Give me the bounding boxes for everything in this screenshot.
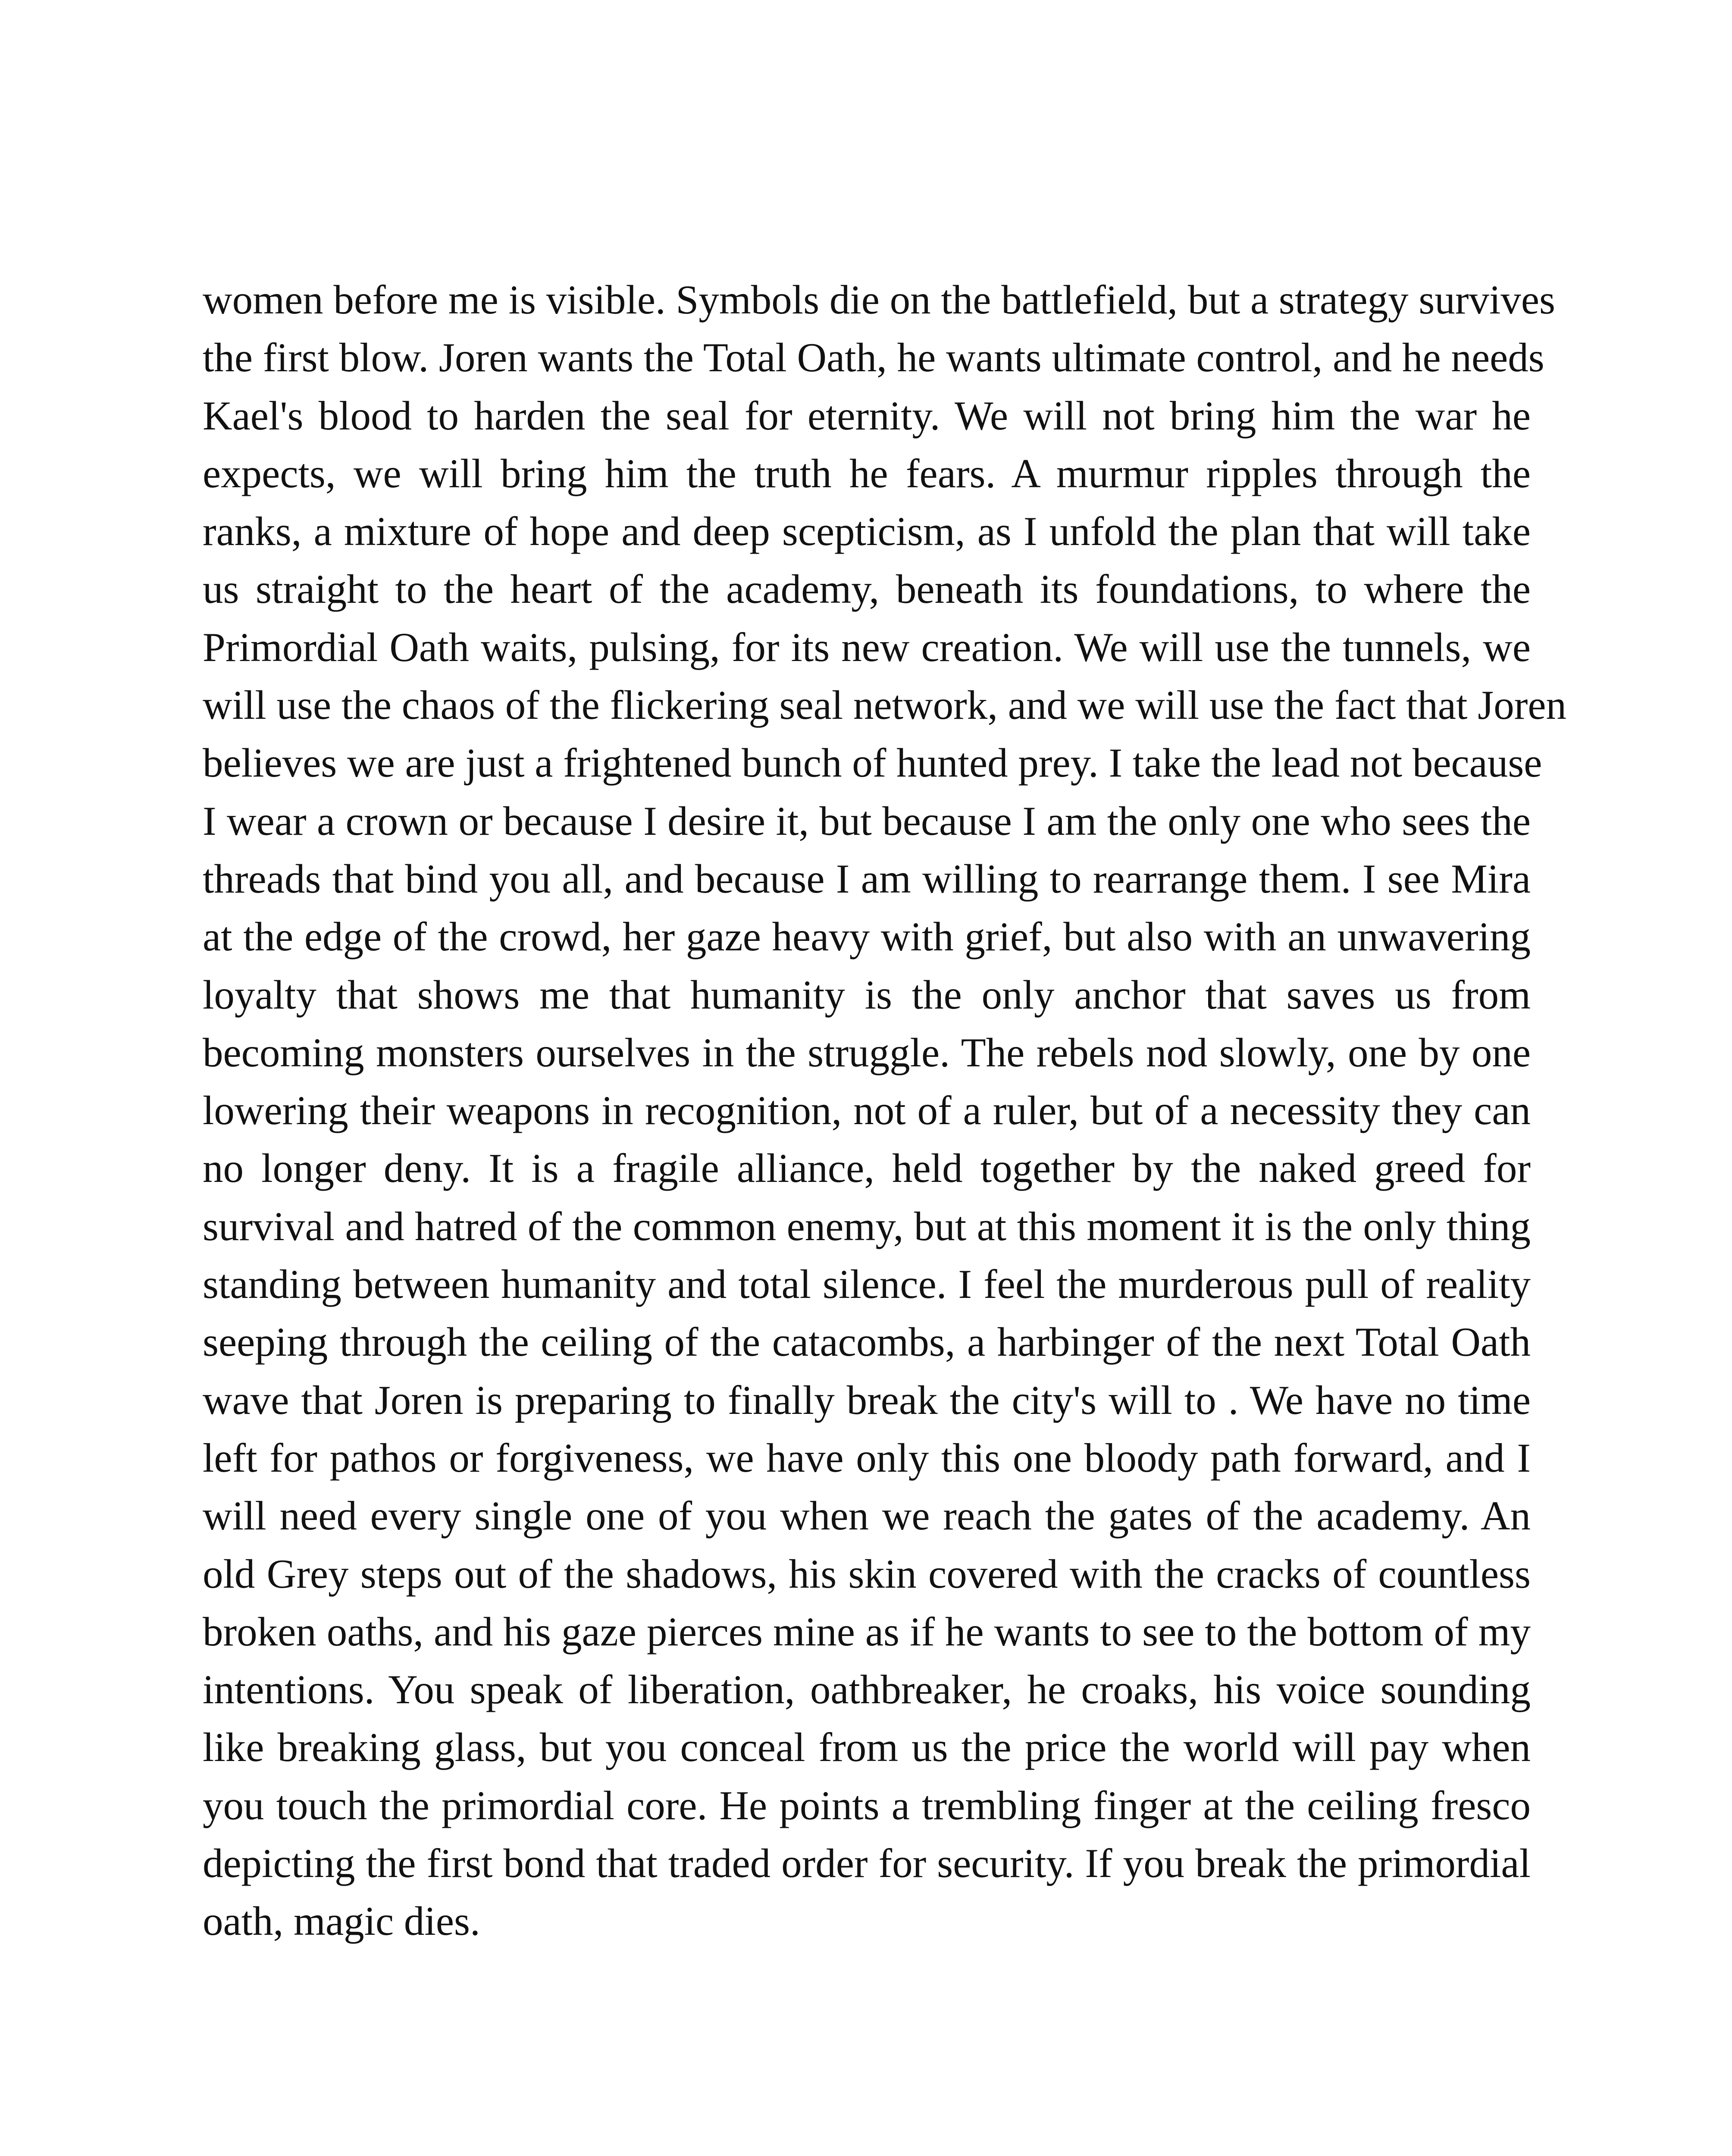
text-line: the first blow. Joren wants the Total Oath, he wants ultimate control, and he needs: [203, 335, 1544, 381]
text-line: becoming monsters ourselves in the struggle. The rebels nod slowly, one by one: [203, 1029, 1531, 1075]
text-line: survival and hatred of the common enemy, but at this moment it is the only thing: [203, 1203, 1531, 1249]
text-line: old Grey steps out of the shadows, his skin covered with the cracks of countless: [203, 1551, 1531, 1597]
text-line: broken oaths, and his gaze pierces mine as if he wants to see to the bottom of my: [203, 1608, 1531, 1655]
text-line: standing between humanity and total silence. I feel the murderous pull of reality: [203, 1261, 1531, 1307]
text-line: us straight to the heart of the academy, beneath its foundations, to where the: [203, 566, 1531, 612]
text-line: Primordial Oath waits, pulsing, for its new creation. We will use the tunnels, we: [203, 624, 1531, 670]
text-line: Kael's blood to harden the seal for eternity. We will not bring him the war he: [203, 392, 1531, 439]
text-line: depicting the first bond that traded order for security. If you break the primordial: [203, 1840, 1531, 1887]
text-line: no longer deny. It is a fragile alliance, held together by the naked greed for: [203, 1145, 1531, 1191]
text-line: wave that Joren is preparing to finally break the city's will to . We have no time: [203, 1377, 1531, 1423]
text-line: believes we are just a frightened bunch of hunted prey. I take the lead not because: [203, 740, 1542, 786]
text-line: at the edge of the crowd, her gaze heavy with grief, but also with an unwavering: [203, 914, 1531, 960]
text-line: I wear a crown or because I desire it, but because I am the only one who sees the: [203, 798, 1531, 844]
text-line: expects, we will bring him the truth he fears. A murmur ripples through the: [203, 450, 1531, 496]
text-line: seeping through the ceiling of the catacombs, a harbinger of the next Total Oath: [203, 1319, 1531, 1365]
body-paragraph: [203, 271, 1567, 1950]
text-line: will need every single one of you when we reach the gates of the academy. An: [203, 1493, 1531, 1539]
text-line: women before me is visible. Symbols die on the battlefield, but a strategy survives: [203, 277, 1555, 323]
text-line: will use the chaos of the flickering seal network, and we will use the fact that Joren: [203, 682, 1567, 728]
text-line: ranks, a mixture of hope and deep scepticism, as I unfold the plan that will take: [203, 508, 1531, 555]
text-line: like breaking glass, but you conceal from us the price the world will pay when: [203, 1724, 1531, 1771]
text-line: lowering their weapons in recognition, not of a ruler, but of a necessity they can: [203, 1087, 1531, 1134]
text-line: you touch the primordial core. He points a trembling finger at the ceiling fresco: [203, 1782, 1531, 1828]
text-line: loyalty that shows me that humanity is the only anchor that saves us from: [203, 971, 1531, 1018]
text-line: oath, magic dies.: [203, 1898, 480, 1944]
text-line: intentions. You speak of liberation, oathbreaker, he croaks, his voice sounding: [203, 1667, 1531, 1713]
text-line: left for pathos or forgiveness, we have only this one bloody path forward, and I: [203, 1435, 1531, 1481]
text-line: threads that bind you all, and because I am willing to rearrange them. I see Mira: [203, 856, 1531, 902]
